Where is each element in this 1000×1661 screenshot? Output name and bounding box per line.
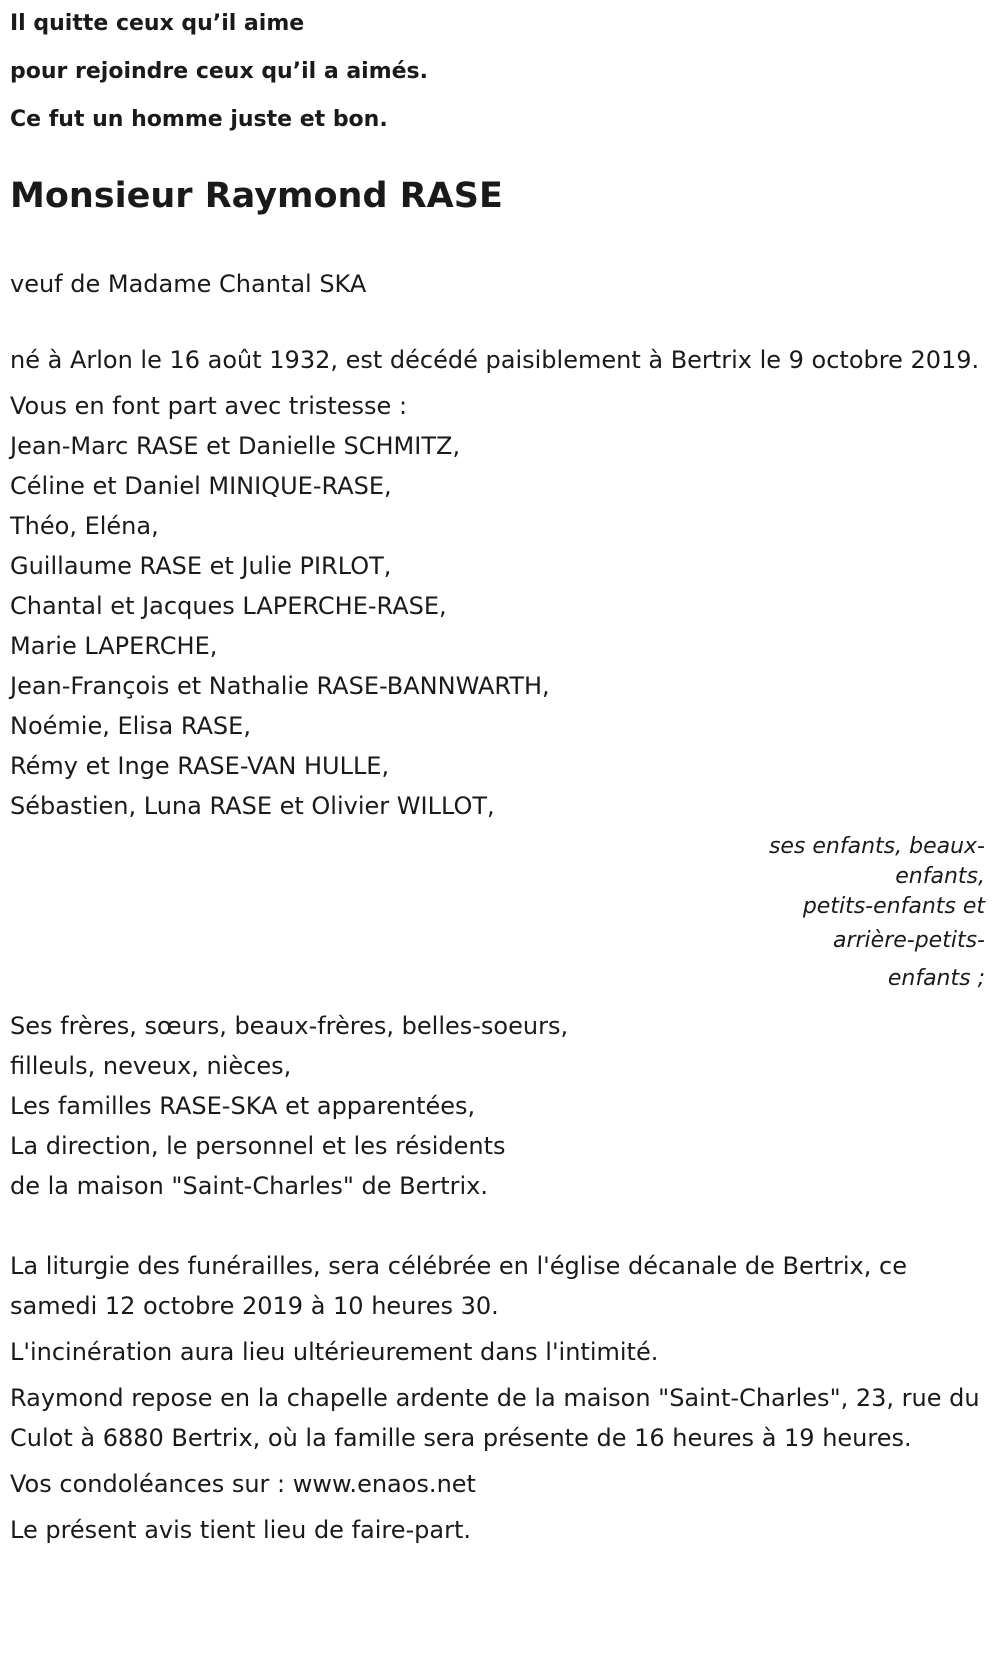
relation-label-line: arrière-petits-: [832, 928, 985, 953]
birth-death-line: né à Arlon le 16 août 1932, est décédé paisiblement à Bertrix le 9 octobre 2019.: [10, 346, 980, 374]
extended-family-list: [10, 1006, 985, 1206]
list-item: Guillaume RASE et Julie PIRLOT,: [10, 552, 392, 580]
condolences-line: Vos condoléances sur : www.enaos.net: [10, 1470, 476, 1498]
list-item: Chantal et Jacques LAPERCHE-RASE,: [10, 592, 447, 620]
relation-label-line: ses enfants, beaux-: [768, 834, 985, 859]
viewing-details: Raymond repose en la chapelle ardente de la maison "Saint-Charles", 23, rue du Culot à 6880 Bertrix, où la famille sera présente de 16 heures à 19 heures.: [10, 1384, 980, 1452]
list-item: filleuls, neveux, nièces,: [10, 1052, 292, 1080]
announcement-intro: Vous en font part avec tristesse :: [10, 392, 408, 420]
relation-label-line: enfants,: [895, 864, 985, 889]
relation-label: [725, 832, 985, 998]
epigraph: [10, 0, 985, 144]
list-item: Sébastien, Luna RASE et Olivier WILLOT,: [10, 792, 495, 820]
obituary-content: [10, 0, 985, 1550]
list-item: Rémy et Inge RASE-VAN HULLE,: [10, 752, 390, 780]
list-item: Jean-Marc RASE et Danielle SCHMITZ,: [10, 432, 461, 460]
deceased-name: Monsieur Raymond RASE: [10, 176, 503, 216]
relation-label-line: enfants ;: [887, 966, 985, 991]
list-item: Céline et Daniel MINIQUE-RASE,: [10, 472, 392, 500]
widow-line: veuf de Madame Chantal SKA: [10, 270, 367, 298]
list-item: Théo, Eléna,: [10, 512, 159, 540]
list-item: Marie LAPERCHE,: [10, 632, 218, 660]
children-list: [10, 426, 985, 826]
list-item: de la maison "Saint-Charles" de Bertrix.: [10, 1172, 488, 1200]
epigraph-line: Il quitte ceux qu’il aime: [10, 11, 305, 36]
list-item: Jean-François et Nathalie RASE-BANNWARTH,: [10, 672, 550, 700]
cremation-note: L'incinération aura lieu ultérieurement dans l'intimité.: [10, 1338, 659, 1366]
list-item: La direction, le personnel et les résidents: [10, 1132, 506, 1160]
funeral-service: La liturgie des funérailles, sera célébrée en l'église décanale de Bertrix, ce samedi 12 octobre 2019 à 10 heures 30.: [10, 1252, 907, 1320]
notice-line: Le présent avis tient lieu de faire-part.: [10, 1516, 472, 1544]
list-item: Les familles RASE-SKA et apparentées,: [10, 1092, 476, 1120]
epigraph-line: Ce fut un homme juste et bon.: [10, 107, 388, 132]
relation-label-line: petits-enfants et: [802, 894, 985, 919]
list-item: Noémie, Elisa RASE,: [10, 712, 251, 740]
epigraph-line: pour rejoindre ceux qu’il a aimés.: [10, 59, 429, 84]
list-item: Ses frères, sœurs, beaux-frères, belles-soeurs,: [10, 1012, 569, 1040]
